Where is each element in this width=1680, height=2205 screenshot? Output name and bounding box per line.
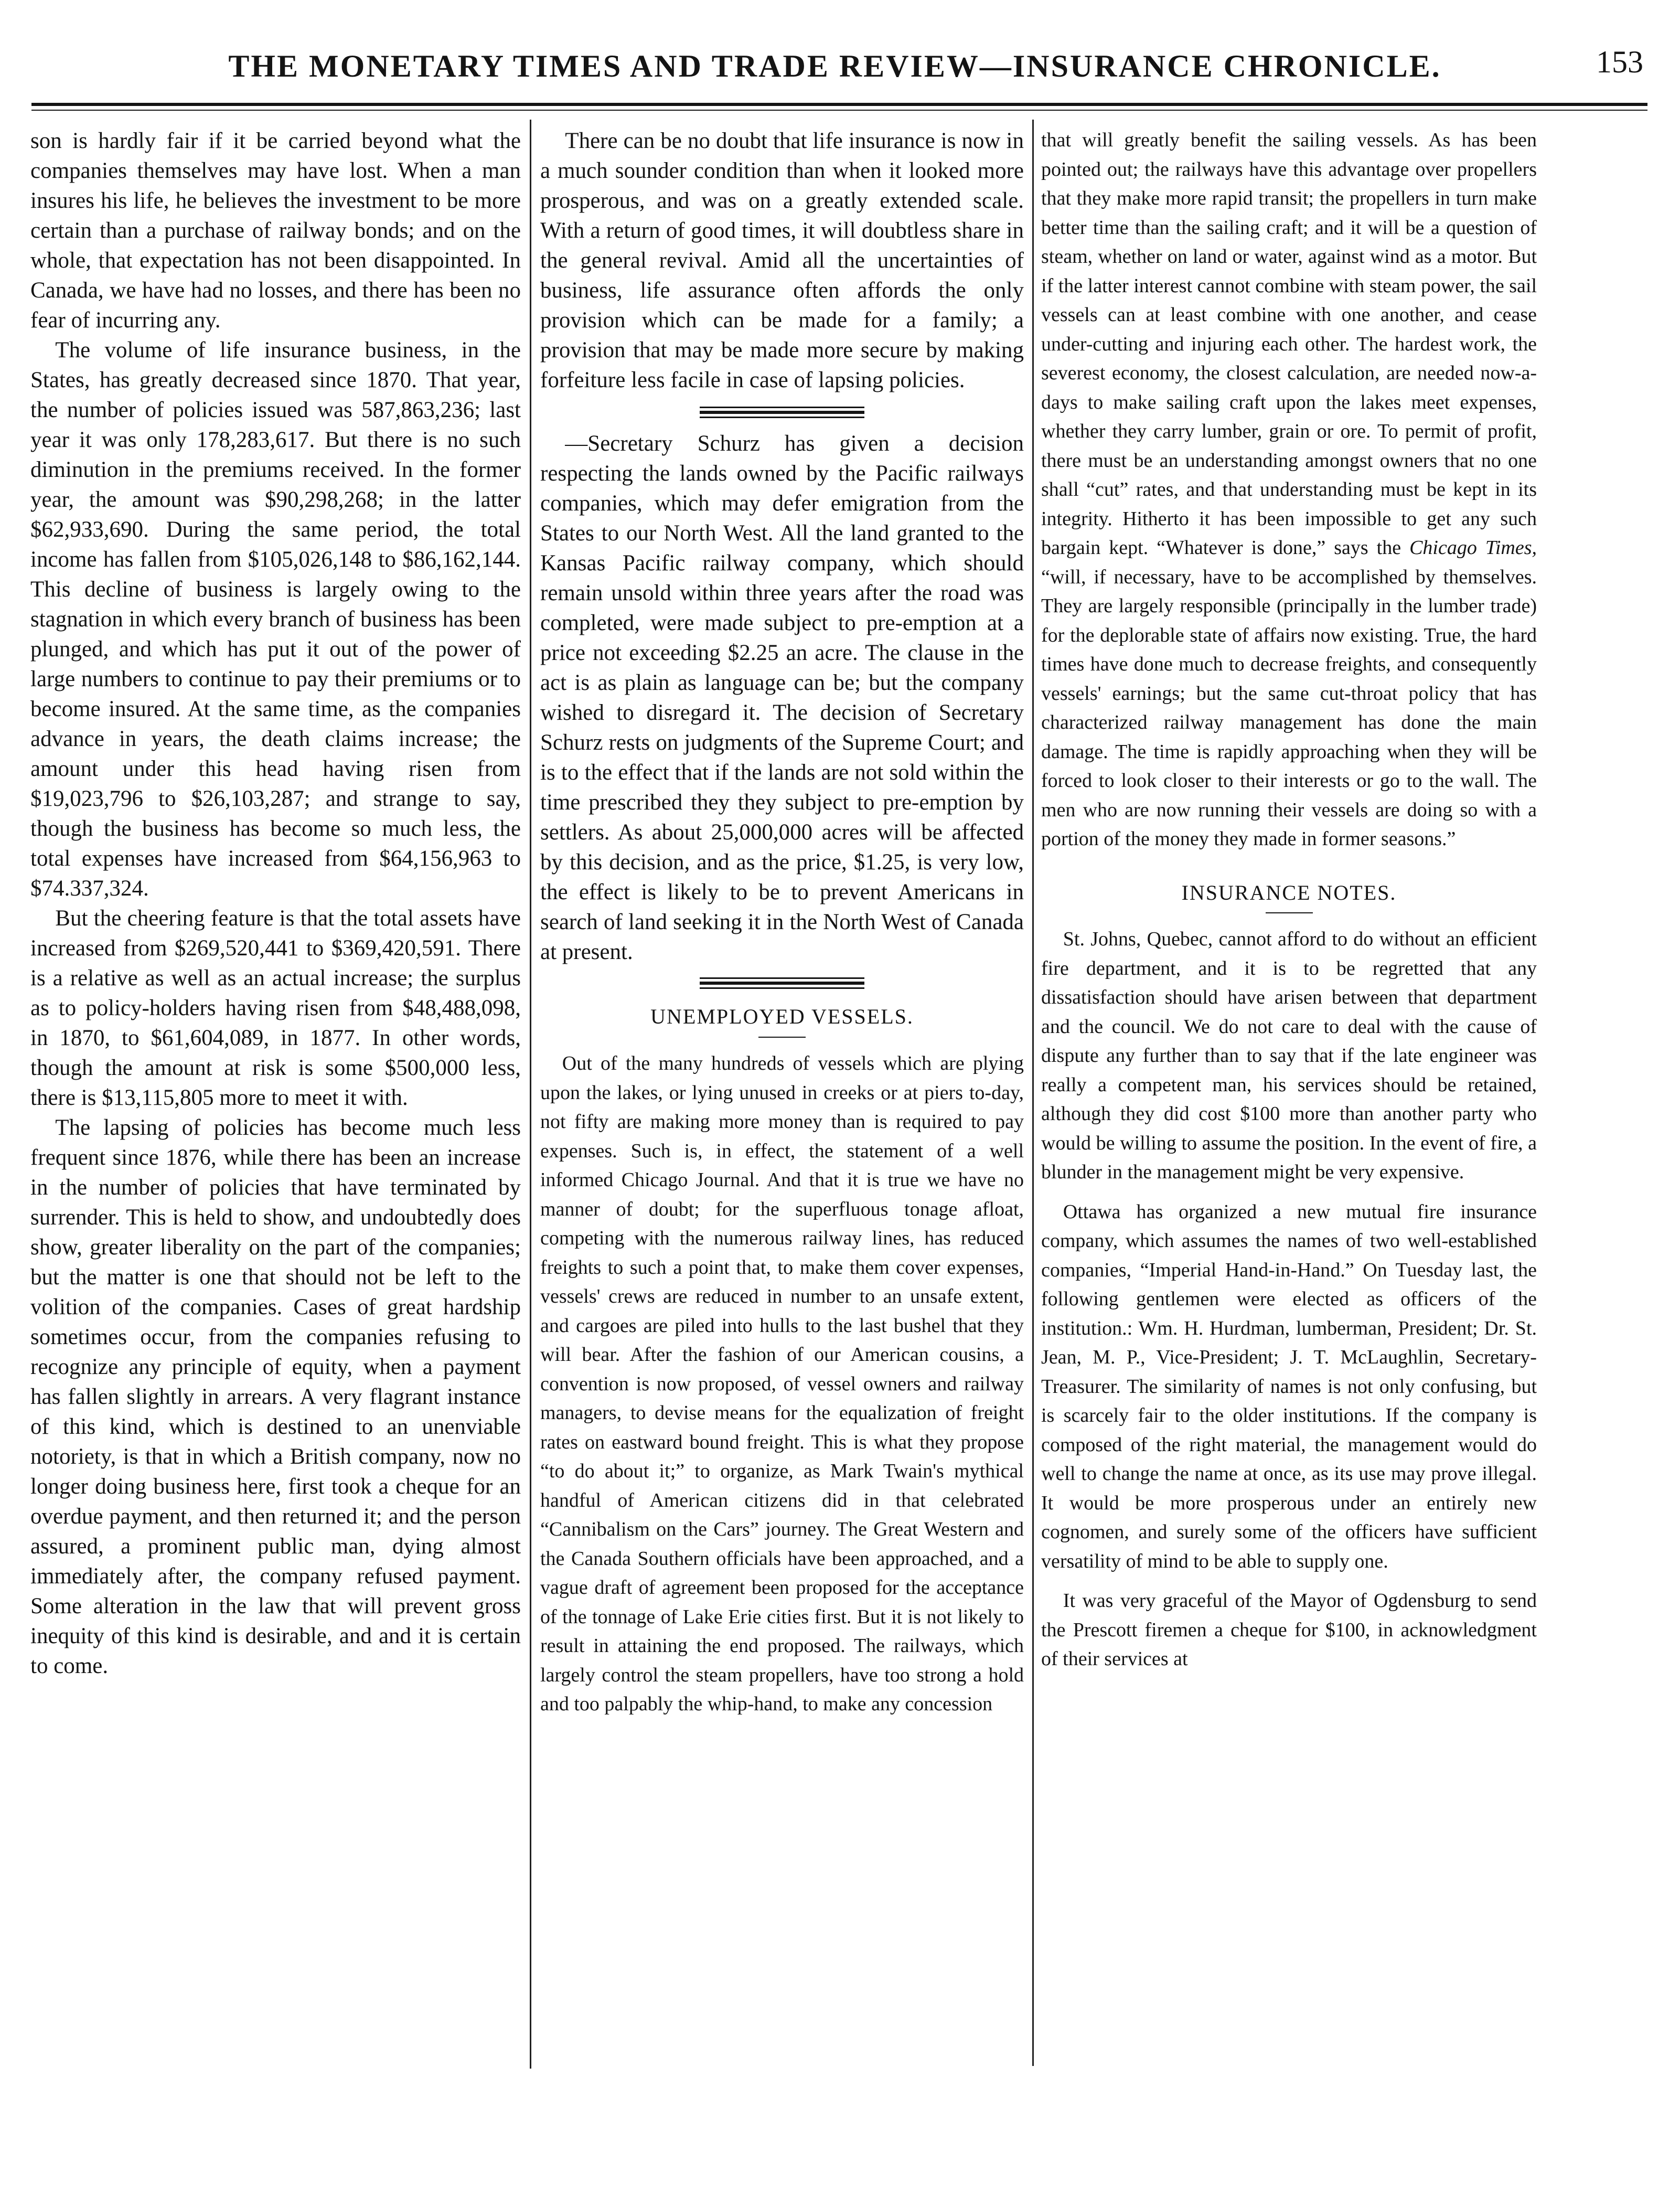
paragraph: There can be no doubt that life insurance is now in a much sounder condition than when it looked more prosperous, and was on a greatly extended scale. With a return of good times, it will doubtless share in the general revival. Amid all the uncertainties of business, life assurance often affords the only provision which can be made for a family; a provision that may be made more secure by making forfeiture less facile in case of lapsing policies. [540, 129, 1024, 392]
heading-underline [758, 1037, 806, 1038]
column-left [30, 126, 521, 1681]
column-middle [540, 126, 1024, 1719]
header-rule-thin [31, 110, 1647, 111]
paragraph: St. Johns, Quebec, cannot afford to do without an efficient fire department, and it is to be regretted that any dissatisfaction should have arisen between that department and the council. We do not care to deal with the cause of dispute any further than to say that if the late engineer was really a competent man, his services should be retained, although they did cost $100 more than another party who would be willing to assume the position. In the event of fire, a blunder in the management might be very expensive. [1041, 928, 1537, 1183]
paragraph: Ottawa has organized a new mutual fire insurance company, which assumes the names of two well-established companies, “Imperial Hand-in-Hand.” On Tuesday last, the following gentlemen were elected as officers of the institution.: Wm. H. Hurdman, lumberman, President; Dr. St. Jean, M. P., Vice-President; J. T. McLaughlin, Secretary-Treasurer. The similarity of names is not only confusing, but is scarcely fair to the older institutions. If the company is composed of the right material, the management would do well to change the name at once, as its use may prove illegal. It would be more prosperous under an entirely new cognomen, and surely some of the officers have sufficient versatility of mind to be able to supply one. [1041, 1200, 1537, 1572]
paragraph: Out of the many hundreds of vessels which are plying upon the lakes, or lying unused in creeks or at piers to-day, not fifty are making more money than is required to pay expenses. Such is, in effect, the statement of a well informed Chicago Journal. And that it is true we have no manner of doubt; for the superfluous tonage afloat, competing with the numerous railway lines, has reduced freights to such a point that, to make them cover expenses, vessels' crews are reduced in number to an unsafe extent, and cargoes are piled into hulls to the last bushel that they will bear. After the fashion of our American cousins, a convention is now proposed, of vessel owners and railway managers, to devise means for the equalization of freight rates on eastward bound freight. This is what they propose “to do about it;” to organize, as Mark Twain's mythical handful of American citizens did in that celebrated “Cannibalism on the Cars” journey. The Great Western and the Canada Southern officials have been approached, and a vague draft of agreement been proposed for the acceptance of the tonnage of Lake Erie cities first. But it is not likely to result in attaining the end proposed. The railways, which largely control the steam propellers, have too strong a hold and too palpably the whip-hand, to make any concession [540, 1052, 1024, 1715]
paragraph: —Secretary Schurz has given a decision respecting the lands owned by the Pacific railways companies, which may defer emigration from the States to our North West. All the land granted to the Kansas Pacific railway company, which should remain unsold within three years after the road was completed, were made subject to pre-emption at a price not exceeding $2.25 an acre. The clause in the act is as plain as language can be; but the company wished to disregard it. The decision of Secretary Schurz rests on judgments of the Supreme Court; and is to the effect that if the lands are not sold within the time prescribed they they subject to pre-emption by settlers. As about 25,000,000 acres will be affected by this decision, and as the price, $1.25, is very low, the effect is likely to be to prevent Americans in search of land seeking it in the North West of Canada at present. [540, 431, 1024, 964]
paragraph-text: “will, if necessary, have to be accomplished by themselves. They are largely responsible (principally in the lumber trade) for the deplorable state of affairs now existing. True, the hard times have done much to decrease freights, and consequently vessels' earnings; but the same cut-throat policy that has characterized railway management has done the main damage. The time is rapidly approaching when they will be forced to look closer to their interests or go to the wall. The men who are now running their vessels are doing so with a portion of the money they made in former seasons.” [1041, 566, 1537, 850]
heading-underline [1266, 912, 1313, 913]
paragraph-text: that will greatly benefit the sailing vessels. As has been pointed out; the railways have this advantage over propellers that they make more rapid transit; the propellers in turn make better time than the sailing craft; and it will be a question of steam, whether on land or water, against wind as a motor. But if the latter interest cannot combine with steam power, the sail vessels can at least combine with one another, and cease under-cutting and injuring each other. The hardest work, the severest economy, the closest calculation, are needed now-a-days to make sailing craft upon the lakes meet expenses, whether they carry lumber, grain or ore. To permit of profit, there must be an understanding amongst owners that no one shall “cut” rates, and that understanding must be kept in its integrity. Hitherto it has been impossible to get any such bargain kept. “Whatever is done,” says the [1041, 129, 1537, 559]
section-heading-unemployed-vessels: UNEMPLOYED VESSELS. [650, 1005, 914, 1028]
paragraph: The lapsing of policies has become much less frequent since 1876, while there has been an increase in the number of policies that have terminated by surrender. This is held to show, and undoubtedly does show, greater liberality on the part of the companies; but the matter is one that should not be left to the volition of the companies. Cases of great hardship sometimes occur, from the companies refusing to recognize any principle of equity, when a payment has fallen slightly in arrears. A very flagrant instance of this kind, which is destined to an unenviable notoriety, is that in which a British company, now no longer doing business here, first took a cheque for an overdue payment, and then returned it; and the person assured, a prominent public man, dying almost immediately after, the company refused payment. Some alteration in the law that will prevent gross inequity of this kind is desirable, and and it is certain to come. [30, 1115, 521, 1678]
newspaper-name: Chicago Times, [1409, 537, 1537, 559]
section-separator [540, 395, 1024, 429]
paragraph: The volume of life insurance business, in the States, has greatly decreased since 1870. That year, the number of policies issued was 587,863,236; last year it was only 178,283,617. But there is no such diminution in the premiums received. In the former year, the amount was $90,298,268; in the latter $62,933,690. During the same period, the total income has fallen from $105,026,148 to $86,162,144. This decline of business is largely owing to the stagnation in which every branch of business has been plunged, and which has put it out of the power of large numbers to continue to pay their premiums or to become insured. At the same time, as the companies advance in years, the death claims increase; the amount under this head having risen from $19,023,796 to $26,103,287; and strange to say, though the business has become so much less, the total expenses have increased from $64,156,963 to $74.337,324. [30, 338, 521, 901]
section-separator [540, 967, 1024, 998]
column-right [1041, 126, 1537, 1674]
column-divider-right [1032, 120, 1034, 2066]
paragraph: But the cheering feature is that the total assets have increased from $269,520,441 to $369,420,591. There is a relative as well as an actual increase; the surplus as to policy-holders having risen from $48,488,098, in 1870, to $61,604,089, in 1877. In other words, though the amount at risk is some $500,000 less, there is $13,115,805 more to meet it with. [30, 906, 521, 1110]
section-heading-insurance-notes: INSURANCE NOTES. [1181, 880, 1397, 904]
paragraph: It was very graceful of the Mayor of Ogdensburg to send the Prescott firemen a cheque for $100, in acknowledgment of their services at [1041, 1590, 1537, 1670]
column-divider-left [530, 120, 531, 2069]
paragraph: son is hardly fair if it be carried beyond what the companies themselves may have lost. When a man insures his life, he believes the investment to be more certain than a purchase of railway bonds; and on the whole, that expectation has not been disappointed. In Canada, we have had no losses, and there has been no fear of incurring any. [30, 129, 521, 333]
paragraph [1041, 126, 1537, 854]
masthead-title: THE MONETARY TIMES AND TRADE REVIEW—INSURANCE CHRONICLE. [228, 49, 1441, 83]
header-rule-thick [31, 103, 1647, 106]
spacer [1041, 854, 1537, 875]
page-number: 153 [1596, 45, 1643, 79]
page-header [21, 41, 1649, 104]
